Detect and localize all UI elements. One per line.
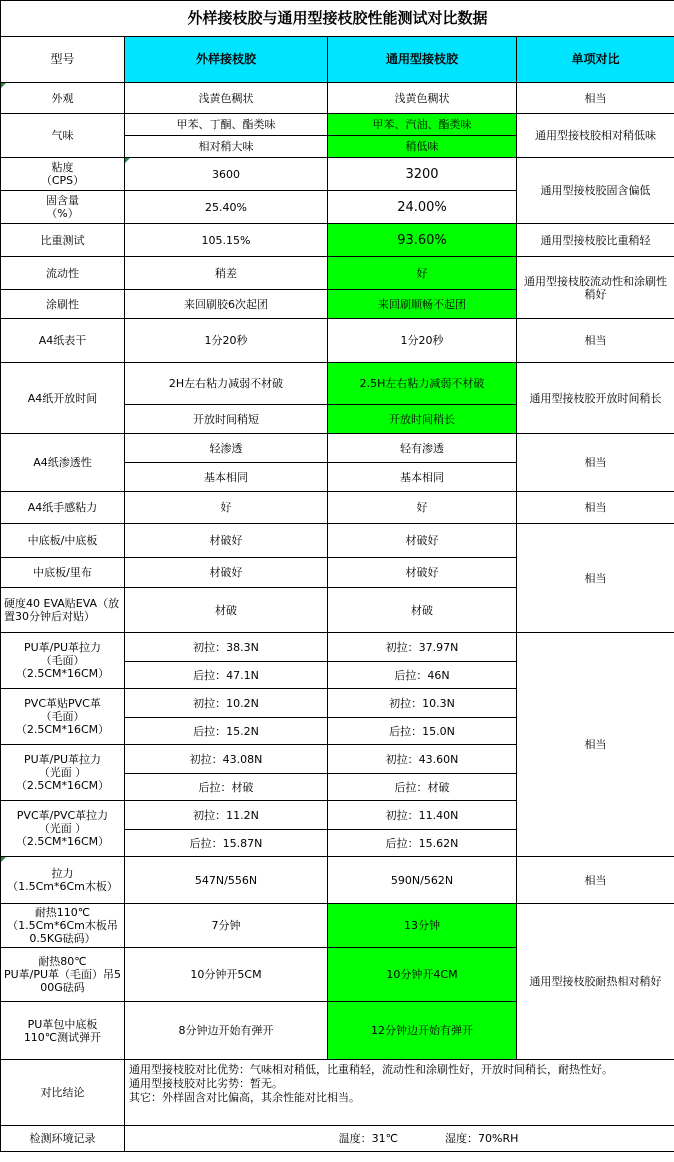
cell-generic: 初拉：11.40N <box>328 801 517 830</box>
cell-sample: 25.40% <box>125 191 328 224</box>
cell-sample: 8分钟边开始有弹开 <box>125 1002 328 1060</box>
row-label-heat110: 耐热110℃ （1.5Cm*6Cm木板吊0.5KG砝码） <box>1 904 125 948</box>
cell-generic: 后拉：材破 <box>328 774 517 801</box>
row-label-gravity: 比重测试 <box>1 224 125 257</box>
header-compare: 单项对比 <box>517 37 674 83</box>
conclusion-text <box>125 1060 674 1126</box>
cell-generic: 后拉：46N <box>328 662 517 689</box>
cell-generic: 稍低味 <box>328 136 517 158</box>
cell-sample: 相对稍大味 <box>125 136 328 158</box>
cell-generic: 来回刷顺畅不起团 <box>328 290 517 319</box>
cell-generic: 24.00% <box>328 191 517 224</box>
row-label-solid: 固含量 （%） <box>1 191 125 224</box>
cell-generic: 2.5H左右粘力减弱不材破 <box>328 363 517 405</box>
cell-sample: 来回刷胶6次起团 <box>125 290 328 319</box>
conclusion-advantage: 通用型接枝胶对比优势：气味相对稍低，比重稍轻，流动性和涂刷性好，开放时间稍长，耐热性好。 <box>129 1063 613 1076</box>
row-label-heat80: 耐热80℃ PU革/PU革（毛面）吊500G砝码 <box>1 948 125 1002</box>
row-label-mid1: 中底板/中底板 <box>1 524 125 558</box>
env-humidity: 湿度：70%RH <box>445 1132 519 1145</box>
cell-generic: 材破 <box>328 588 517 633</box>
header-sample: 外样接枝胶 <box>125 37 328 83</box>
cell-sample: 1分20秒 <box>125 319 328 363</box>
cell-sample: 初拉：11.2N <box>125 801 328 830</box>
cell-generic: 材破好 <box>328 558 517 588</box>
cell-generic: 后拉：15.62N <box>328 830 517 857</box>
cell-generic: 93.60% <box>328 224 517 257</box>
cell-sample: 后拉：47.1N <box>125 662 328 689</box>
cell-generic: 1分20秒 <box>328 319 517 363</box>
cell-sample: 轻渗透 <box>125 434 328 463</box>
env-values <box>125 1126 674 1152</box>
row-label-viscosity: 粘度 （CPS） <box>1 158 125 191</box>
cell-generic: 初拉：43.60N <box>328 745 517 774</box>
cell-compare: 相当 <box>517 83 674 114</box>
cell-generic: 3200 <box>328 158 517 191</box>
cell-sample: 后拉：材破 <box>125 774 328 801</box>
cell-compare: 相当 <box>517 857 674 904</box>
row-label-wood: 拉力 （1.5Cm*6Cm木板） <box>1 857 125 904</box>
cell-generic: 开放时间稍长 <box>328 405 517 434</box>
row-label-a4perm: A4纸渗透性 <box>1 434 125 492</box>
cell-generic: 轻有渗透 <box>328 434 517 463</box>
row-label-conclusion: 对比结论 <box>1 1060 125 1126</box>
cell-generic: 浅黄色稠状 <box>328 83 517 114</box>
row-label-odor: 气味 <box>1 114 125 158</box>
cell-sample: 材破 <box>125 588 328 633</box>
cell-generic: 材破好 <box>328 524 517 558</box>
row-label-a4open: A4纸开放时间 <box>1 363 125 434</box>
row-label-pumid: PU革包中底板 110℃测试弹开 <box>1 1002 125 1060</box>
cell-sample: 后拉：15.87N <box>125 830 328 857</box>
cell-generic: 13分钟 <box>328 904 517 948</box>
row-label-env: 检测环境记录 <box>1 1126 125 1152</box>
cell-compare: 通用型接枝胶开放时间稍长 <box>517 363 674 434</box>
cell-sample: 好 <box>125 492 328 524</box>
cell-compare: 相当 <box>517 633 674 857</box>
cell-generic: 甲苯、汽油、酯类味 <box>328 114 517 136</box>
table-title: 外样接枝胶与通用型接枝胶性能测试对比数据 <box>1 1 674 37</box>
row-label-pu2: PU革/PU革拉力 （光面 ） （2.5CM*16CM） <box>1 745 125 801</box>
cell-sample: 材破好 <box>125 524 328 558</box>
cell-compare: 通用型接枝胶比重稍轻 <box>517 224 674 257</box>
cell-generic: 12分钟边开始有弹开 <box>328 1002 517 1060</box>
cell-sample: 开放时间稍短 <box>125 405 328 434</box>
row-label-brush: 涂刷性 <box>1 290 125 319</box>
conclusion-disadvantage: 通用型接枝胶对比劣势：暂无。 <box>129 1077 283 1090</box>
cell-compare: 通用型接枝胶固含偏低 <box>517 158 674 224</box>
cell-generic: 后拉：15.0N <box>328 718 517 745</box>
cell-compare: 相当 <box>517 434 674 492</box>
cell-sample: 2H左右粘力减弱不材破 <box>125 363 328 405</box>
header-generic: 通用型接枝胶 <box>328 37 517 83</box>
cell-generic: 基本相同 <box>328 463 517 492</box>
conclusion-other: 其它：外样固含对比偏高，其余性能对比相当。 <box>129 1091 360 1104</box>
env-temperature: 温度：31℃ <box>338 1132 398 1145</box>
cell-sample: 10分钟开5CM <box>125 948 328 1002</box>
cell-compare: 通用型接枝胶相对稍低味 <box>517 114 674 158</box>
cell-generic: 初拉：10.3N <box>328 689 517 718</box>
cell-sample: 甲苯、丁酮、酯类味 <box>125 114 328 136</box>
row-label-pu1: PU革/PU革拉力 （毛面） （2.5CM*16CM） <box>1 633 125 689</box>
cell-generic: 初拉：37.97N <box>328 633 517 662</box>
row-label-pvc2: PVC革/PVC革拉力 （光面 ） （2.5CM*16CM） <box>1 801 125 857</box>
cell-generic: 好 <box>328 257 517 290</box>
row-label-eva: 硬度40 EVA贴EVA（放置30分钟后对贴） <box>1 588 125 633</box>
cell-sample: 基本相同 <box>125 463 328 492</box>
cell-compare: 相当 <box>517 319 674 363</box>
cell-sample: 后拉：15.2N <box>125 718 328 745</box>
row-label-a4dry: A4纸表干 <box>1 319 125 363</box>
cell-compare: 相当 <box>517 492 674 524</box>
cell-sample: 浅黄色稠状 <box>125 83 328 114</box>
cell-sample: 材破好 <box>125 558 328 588</box>
cell-generic: 590N/562N <box>328 857 517 904</box>
cell-sample: 3600 <box>125 158 328 191</box>
cell-sample: 初拉：38.3N <box>125 633 328 662</box>
cell-compare: 通用型接枝胶流动性和涂刷性稍好 <box>517 257 674 319</box>
cell-generic: 好 <box>328 492 517 524</box>
cell-sample: 初拉：10.2N <box>125 689 328 718</box>
cell-compare: 通用型接枝胶耐热相对稍好 <box>517 904 674 1060</box>
cell-sample: 稍差 <box>125 257 328 290</box>
row-label-a4tack: A4纸手感粘力 <box>1 492 125 524</box>
cell-generic: 10分钟开4CM <box>328 948 517 1002</box>
row-label-flow: 流动性 <box>1 257 125 290</box>
cell-sample: 初拉：43.08N <box>125 745 328 774</box>
header-model: 型号 <box>1 37 125 83</box>
cell-sample: 7分钟 <box>125 904 328 948</box>
cell-compare: 相当 <box>517 524 674 633</box>
cell-sample: 547N/556N <box>125 857 328 904</box>
row-label-pvc1: PVC革贴PVC革 （毛面） （2.5CM*16CM） <box>1 689 125 745</box>
cell-sample: 105.15% <box>125 224 328 257</box>
row-label-mid2: 中底板/里布 <box>1 558 125 588</box>
row-label-appearance: 外观 <box>1 83 125 114</box>
